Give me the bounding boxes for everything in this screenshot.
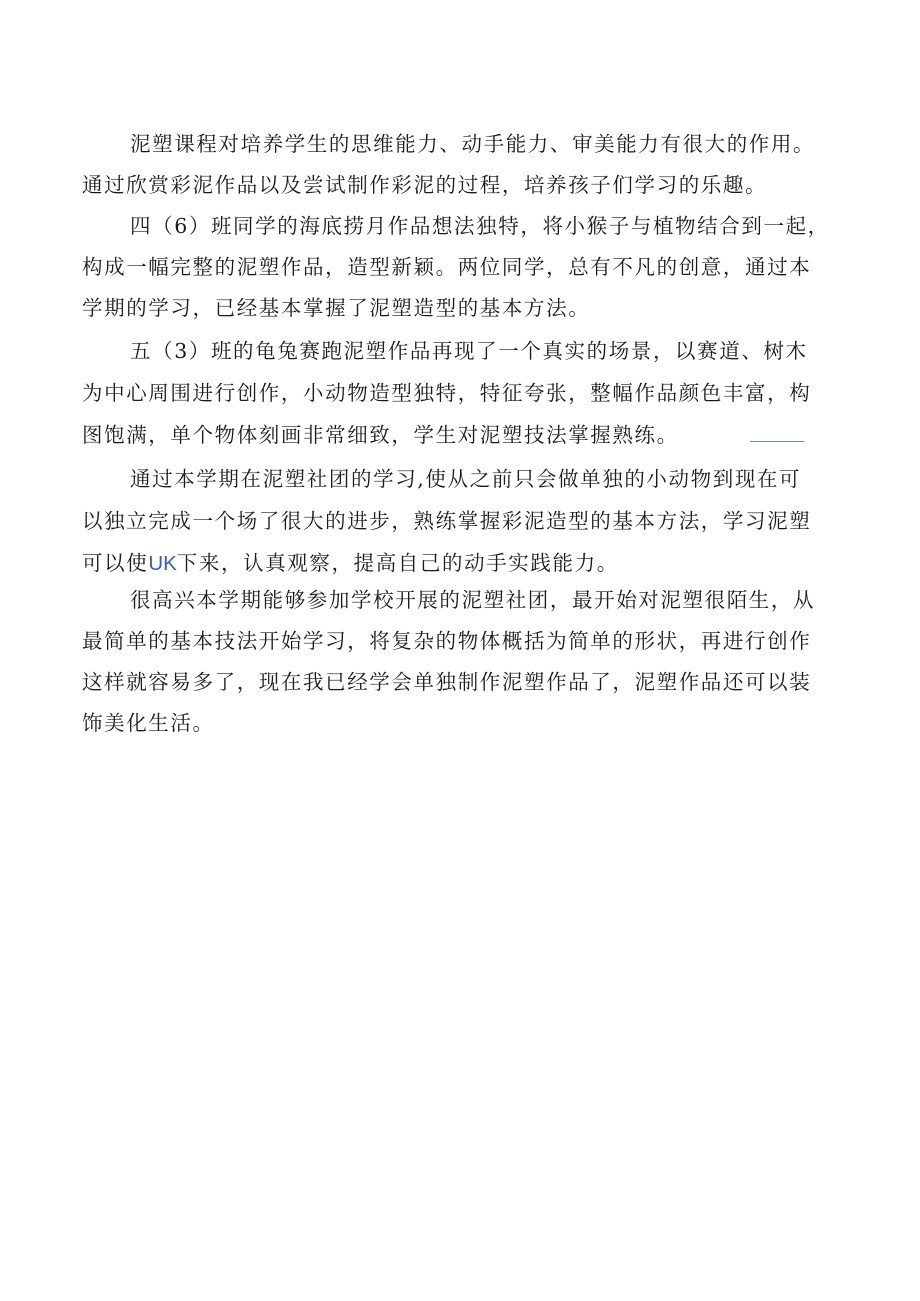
paragraph-line: 构成一幅完整的泥塑作品，造型新颖。两位同学，总有不凡的创意，通过本 (82, 255, 812, 279)
paragraph-line-with-link (82, 542, 842, 585)
paragraph-line: 以独立完成一个场了很大的进步，熟练掌握彩泥造型的基本方法，学习泥塑 (82, 509, 812, 533)
paragraph-course-benefits (82, 124, 842, 206)
inline-link[interactable]: UK (148, 552, 177, 575)
paragraph-line: 图饱满，单个物体刻画非常细致，学生对泥塑技法掌握熟练。 (82, 423, 679, 447)
paragraph-line: 四（6）班同学的海底捞月作品想法独特，将小猴子与植物结合到一起， (130, 214, 830, 238)
paragraph-line: 学期的学习，已经基本掌握了泥塑造型的基本方法。 (82, 296, 591, 320)
paragraph-line: 泥塑课程对培养学生的思维能力、动手能力、审美能力有很大的作用。 (130, 132, 816, 156)
paragraph-line: 饰美化生活。 (82, 711, 215, 735)
paragraph-line: 为中心周围进行创作，小动物造型独特，特征夸张，整幅作品颜色丰富，构 (82, 381, 812, 405)
paragraph-semester-progress (82, 458, 842, 585)
line-text-before-link: 可以使 (82, 551, 149, 575)
line-text-after-link: 下来，认真观察，提高自己的动手实践能力。 (176, 551, 619, 575)
paragraph-line: 通过本学期在泥塑社团的学习,使从之前只会做单独的小动物到现在可 (130, 467, 802, 491)
paragraph-line: 最简单的基本技法开始学习，将复杂的物体概括为简单的形状，再进行创作 (82, 629, 812, 653)
paragraph-line: 五（3）班的龟兔赛跑泥塑作品再现了一个真实的场景，以赛道、树木 (130, 339, 808, 363)
paragraph-class-4-6-work (82, 206, 842, 329)
paragraph-class-5-3-work (82, 330, 842, 456)
paragraph-line: 这样就容易多了，现在我已经学会单独制作泥塑作品了，泥塑作品还可以装 (82, 670, 812, 694)
underline-mark (750, 441, 804, 442)
paragraph-line: 通过欣赏彩泥作品以及尝试制作彩泥的过程，培养孩子们学习的乐趣。 (82, 173, 768, 197)
paragraph-student-reflection (82, 580, 842, 744)
paragraph-line: 很高兴本学期能够参加学校开展的泥塑社团，最开始对泥塑很陌生，从 (130, 588, 816, 612)
